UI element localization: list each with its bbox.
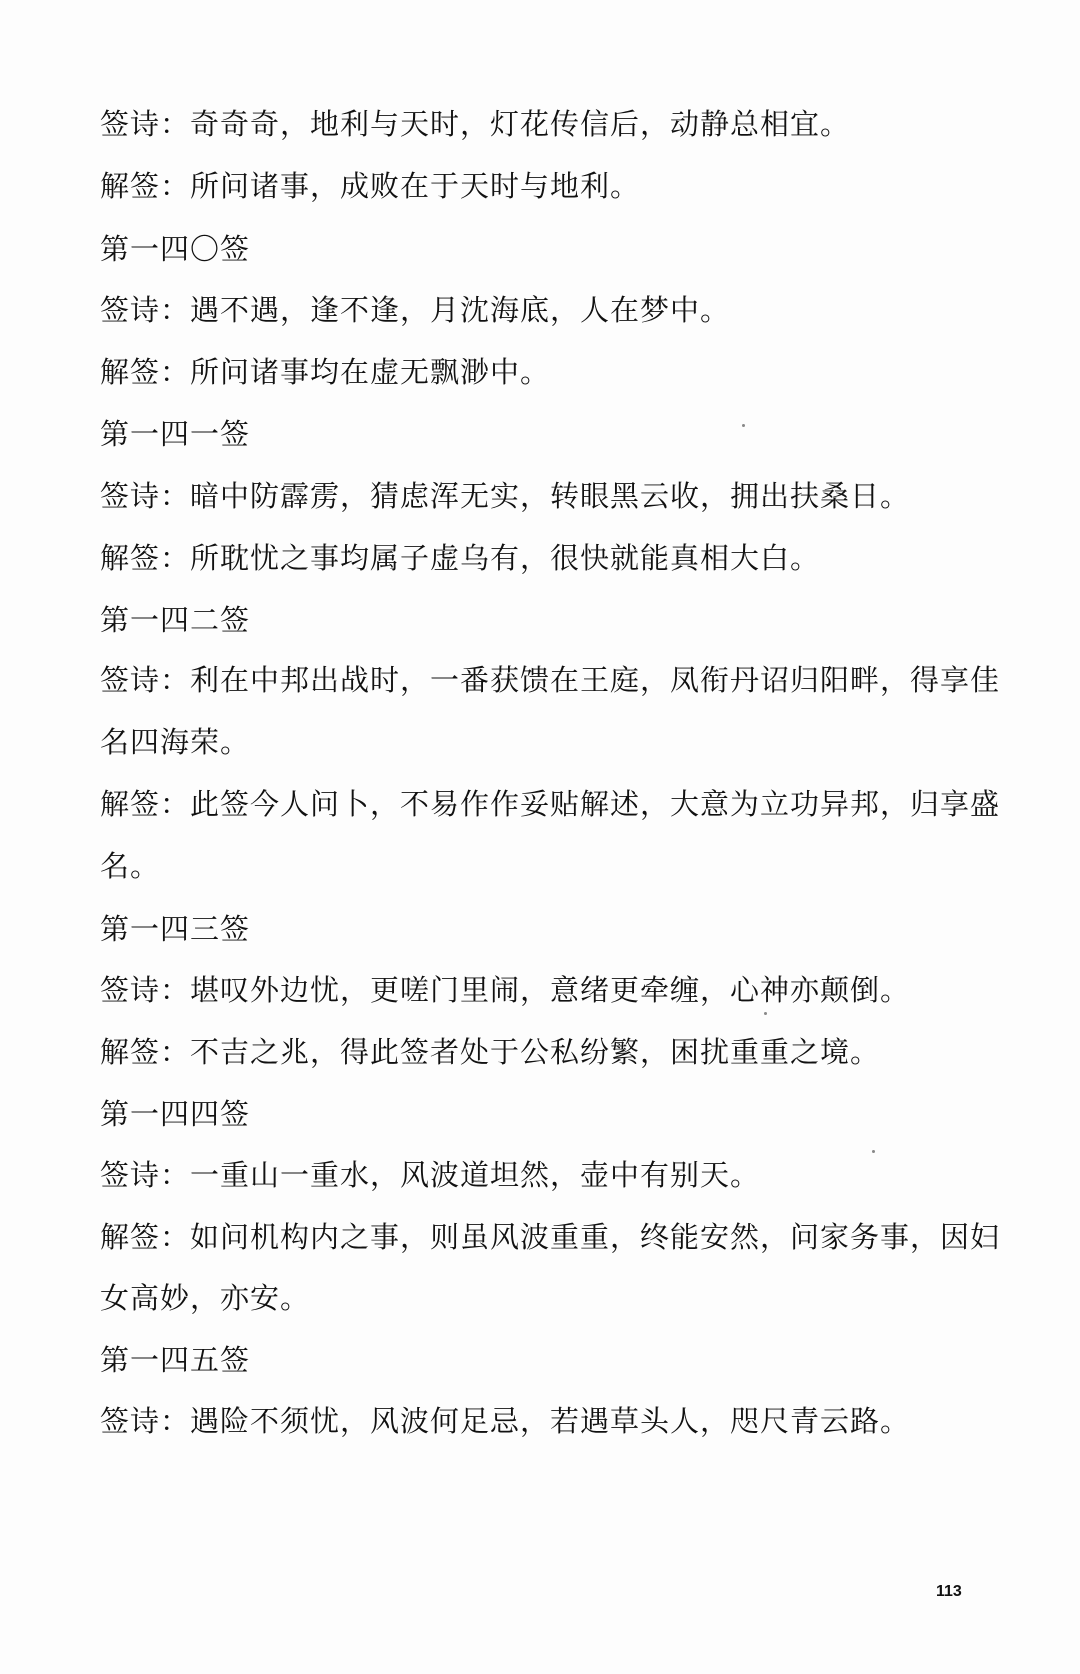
interpretation-line: 解签：此签今人问卜，不易作作妥贴解述，大意为立功异邦，归享盛 (100, 787, 1001, 821)
lot-heading: 第一四〇签 (100, 232, 251, 266)
poem-line: 签诗：遇险不须忧，风波何足忌，若遇草头人，咫尺青云路。 (100, 1404, 911, 1438)
poem-line: 签诗：遇不遇，逢不逢，月沈海底，人在梦中。 (100, 293, 731, 327)
interpretation-line-continued: 女高妙，亦安。 (100, 1281, 311, 1315)
poem-line: 签诗：利在中邦出战时，一番获馈在王庭，凤衔丹诏归阳畔，得享佳 (100, 663, 1001, 697)
lot-heading: 第一四五签 (100, 1343, 251, 1377)
lot-heading: 第一四二签 (100, 603, 251, 637)
interpretation-line: 解签：如问机构内之事，则虽风波重重，终能安然，问家务事，因妇 (100, 1220, 1001, 1254)
page-number: 113 (936, 1583, 962, 1600)
interpretation-line: 解签：所耽忧之事均属子虚乌有，很快就能真相大白。 (100, 541, 821, 575)
interpretation-line-continued: 名。 (100, 849, 161, 883)
poem-line-continued: 名四海荣。 (100, 725, 251, 759)
scan-speck (872, 1150, 875, 1153)
interpretation-line: 解签：不吉之兆，得此签者处于公私纷繁，困扰重重之境。 (100, 1035, 881, 1069)
interpretation-line: 解签：所问诸事均在虚无飘渺中。 (100, 355, 551, 389)
scan-speck (742, 424, 745, 427)
lot-heading: 第一四三签 (100, 912, 251, 946)
lot-heading: 第一四四签 (100, 1097, 251, 1131)
poem-line: 签诗：奇奇奇，地利与天时，灯花传信后，动静总相宜。 (100, 107, 851, 141)
poem-line: 签诗：堪叹外边忧，更嗟门里闹，意绪更牵缠，心神亦颠倒。 (100, 973, 911, 1007)
scan-speck (764, 1012, 767, 1015)
poem-line: 签诗：暗中防霹雳，猜虑浑无实，转眼黑云收，拥出扶桑日。 (100, 479, 911, 513)
lot-heading: 第一四一签 (100, 417, 251, 451)
poem-line: 签诗：一重山一重水，风波道坦然，壶中有别天。 (100, 1158, 761, 1192)
interpretation-line: 解签：所问诸事，成败在于天时与地利。 (100, 169, 641, 203)
